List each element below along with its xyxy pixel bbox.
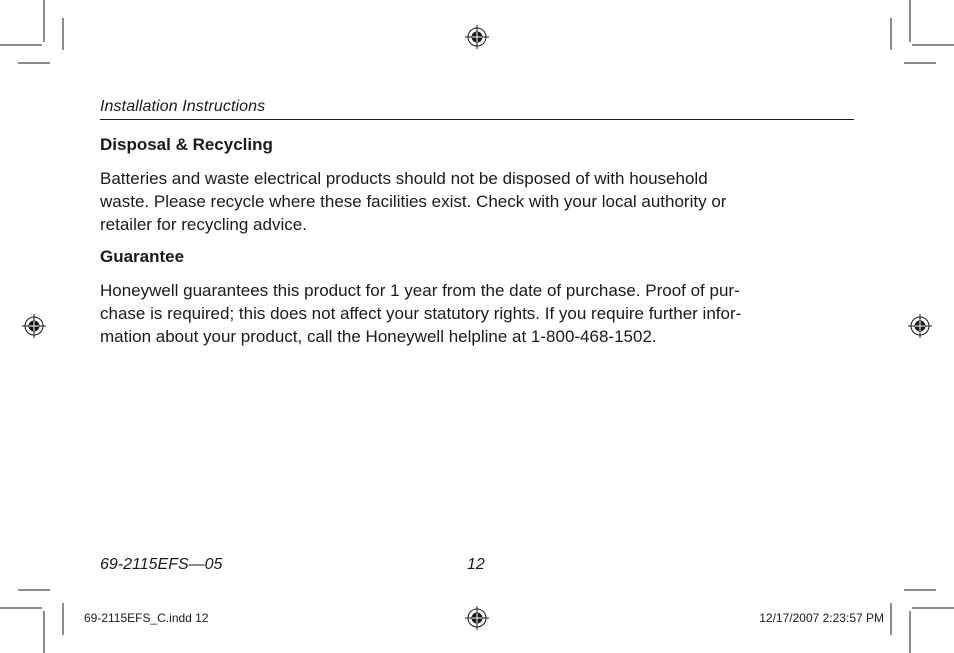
section-guarantee [100,246,856,348]
registration-mark-right [908,314,932,338]
paragraph-line: Batteries and waste electrical products should not be disposed of with household [100,169,708,188]
page-content [100,134,856,358]
paragraph-line: Honeywell guarantees this product for 1 year from the date of purchase. Proof of pur- [100,281,740,300]
paragraph-line: mation about your product, call the Honeywell helpline at 1-800-468-1502. [100,327,657,346]
running-header: Installation Instructions [100,98,266,115]
print-slug-file: 69-2115EFS_C.indd 12 [84,611,209,625]
section-paragraph [100,167,856,236]
paragraph-line: chase is required; this does not affect your statutory rights. If you require further infor- [100,304,742,323]
section-paragraph [100,279,856,348]
paragraph-line: waste. Please recycle where these facilities exist. Check with your local authority or [100,192,727,211]
section-heading: Disposal & Recycling [100,135,273,154]
page-number: 12 [467,556,485,573]
registration-mark-bottom [465,606,489,630]
section-heading: Guarantee [100,247,185,266]
registration-mark-top [465,25,489,49]
header-rule [100,119,854,120]
document-number: 69-2115EFS—05 [100,556,223,573]
registration-mark-left [22,314,46,338]
paragraph-line: retailer for recycling advice. [100,215,307,234]
print-slug-date: 12/17/2007 2:23:57 PM [759,611,884,625]
section-disposal-recycling [100,134,856,236]
